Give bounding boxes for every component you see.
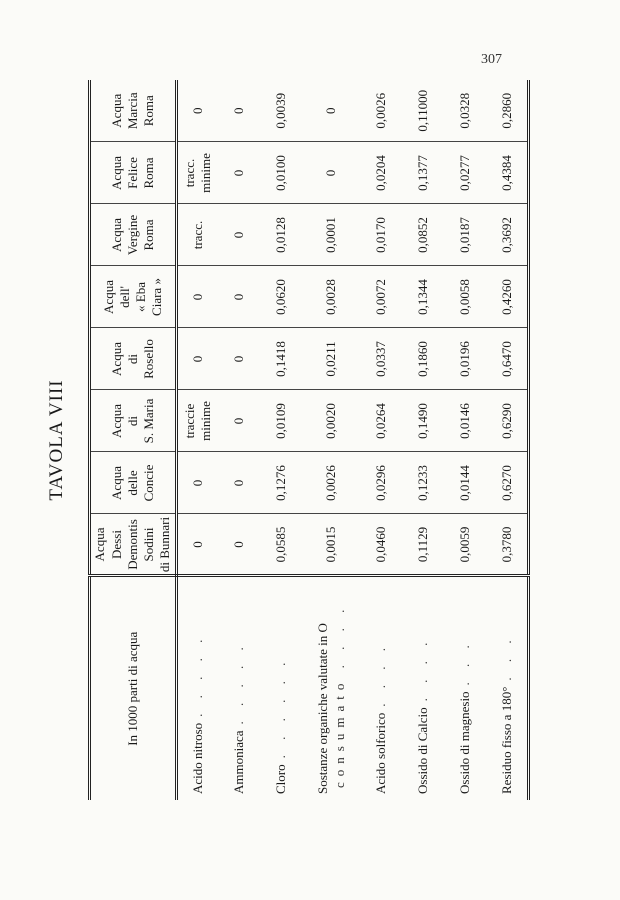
- column-header-line: Acqua: [108, 404, 124, 438]
- column-header-line: di Bunnari: [157, 516, 173, 573]
- cell-value: 0: [219, 390, 261, 452]
- column-header-line: « Eba Ciara »: [133, 278, 165, 316]
- table-body: [177, 80, 529, 800]
- column-header-line: di: [124, 415, 140, 427]
- cell-value: 0,4384: [487, 142, 529, 204]
- row-label-leader: . . .: [457, 639, 473, 686]
- row-label: [487, 576, 529, 800]
- column-header-line: Acqua: [108, 342, 124, 376]
- cell-value: 0,1344: [403, 266, 445, 328]
- cell-value: 0,0187: [445, 204, 487, 266]
- column-header-line: Rosello: [141, 339, 157, 379]
- column-header: [90, 452, 177, 514]
- cell-value: 0: [303, 80, 361, 142]
- row-label-leader: . . . . . .: [273, 656, 289, 759]
- cell-value: 0,0015: [303, 514, 361, 576]
- row-label-leader: . . . . .: [231, 641, 247, 725]
- cell-value: 0,1276: [261, 452, 303, 514]
- cell-value: 0,0072: [361, 266, 403, 328]
- cell-value: 0: [219, 204, 261, 266]
- cell-value: 0,0058: [445, 266, 487, 328]
- row-label-text: Sostanze organiche valutate in O: [315, 623, 331, 794]
- cell-value: 0,3692: [487, 204, 529, 266]
- column-header-line: Felice: [124, 157, 140, 189]
- row-label: [445, 576, 487, 800]
- row-label-text: Ammoniaca: [231, 730, 247, 794]
- header-row: [90, 80, 177, 800]
- column-header: [90, 204, 177, 266]
- cell-value: 0: [177, 80, 219, 142]
- table-row: [403, 80, 445, 800]
- row-label-leader: . . . .: [373, 642, 389, 707]
- row-label-text: Acido solforico: [373, 712, 389, 794]
- cell-value: 0,0109: [261, 390, 303, 452]
- column-header-line: Acqua: [92, 527, 108, 562]
- cell-value: 0,0100: [261, 142, 303, 204]
- cell-value: 0,0028: [303, 266, 361, 328]
- cell-value: 0,0277: [445, 142, 487, 204]
- cell-value: 0,6470: [487, 328, 529, 390]
- table-row: [487, 80, 529, 800]
- column-header: [90, 142, 177, 204]
- cell-value: 0,0026: [361, 80, 403, 142]
- table-title: TAVOLA VIII: [46, 379, 67, 501]
- cell-value: 0: [177, 328, 219, 390]
- cell-value: 0,1860: [403, 328, 445, 390]
- cell-value: 0,6270: [487, 452, 529, 514]
- cell-value: 0,0026: [303, 452, 361, 514]
- column-header-line: Dessi: [108, 530, 124, 559]
- column-header: [90, 390, 177, 452]
- column-header: [90, 80, 177, 142]
- cell-value: 0,0852: [403, 204, 445, 266]
- cell-value: 0: [219, 328, 261, 390]
- cell-value: 0,0039: [261, 80, 303, 142]
- table-row: [361, 80, 403, 800]
- cell-value: 0,0059: [445, 514, 487, 576]
- column-header-line: Acqua: [108, 156, 124, 190]
- water-analysis-table: [88, 80, 530, 800]
- cell-value: 0,0620: [261, 266, 303, 328]
- column-header: [90, 266, 177, 328]
- cell-value: tracc.: [177, 204, 219, 266]
- row-label-leader: consumato . . . .: [331, 603, 347, 788]
- table-row: [445, 80, 487, 800]
- column-header-line: Roma: [141, 219, 157, 251]
- page-number: 307: [481, 52, 502, 67]
- cell-value: 0,0328: [445, 80, 487, 142]
- cell-value: 0,0204: [361, 142, 403, 204]
- table-row: [219, 80, 261, 800]
- cell-value: 0,0001: [303, 204, 361, 266]
- cell-value: 0: [219, 452, 261, 514]
- row-header: In 1000 parti di acqua: [90, 576, 177, 800]
- cell-value: 0,4260: [487, 266, 529, 328]
- cell-value: 0,0196: [445, 328, 487, 390]
- row-label-leader: . . . . .: [190, 633, 206, 717]
- row-label: [303, 576, 361, 800]
- cell-value: 0: [219, 514, 261, 576]
- row-label-text: Ossido di magnesio: [457, 691, 473, 794]
- column-header-line: Demontis: [124, 519, 140, 570]
- cell-value: 0: [219, 142, 261, 204]
- cell-value: 0: [177, 452, 219, 514]
- cell-value: 0: [219, 266, 261, 328]
- cell-value: 0: [177, 266, 219, 328]
- cell-value: 0,0460: [361, 514, 403, 576]
- cell-value: 0,0264: [361, 390, 403, 452]
- rotated-table-block: [46, 80, 514, 800]
- cell-value: 0,0211: [303, 328, 361, 390]
- row-label-leader: . . .: [498, 634, 514, 681]
- row-label-text: Cloro: [273, 764, 289, 794]
- row-label: [177, 576, 219, 800]
- cell-value: 0,11000: [403, 80, 445, 142]
- cell-value: 0,0144: [445, 452, 487, 514]
- column-header-line: Acqua: [108, 93, 124, 128]
- row-label: [261, 576, 303, 800]
- cell-value: 0,3780: [487, 514, 529, 576]
- cell-value: traccie minime: [177, 390, 219, 452]
- column-header-line: Marcia: [124, 92, 140, 130]
- cell-value: 0,1418: [261, 328, 303, 390]
- cell-value: 0,0337: [361, 328, 403, 390]
- column-header-line: Sodini: [141, 527, 157, 562]
- cell-value: 0: [177, 514, 219, 576]
- column-header-line: dell': [116, 286, 132, 308]
- cell-value: 0,6290: [487, 390, 529, 452]
- row-label: [403, 576, 445, 800]
- cell-value: 0,0585: [261, 514, 303, 576]
- column-header-line: Roma: [141, 157, 157, 189]
- row-label: [219, 576, 261, 800]
- column-header-line: di: [124, 353, 140, 365]
- cell-value: 0,1233: [403, 452, 445, 514]
- cell-value: 0,0146: [445, 390, 487, 452]
- cell-value: 0,0020: [303, 390, 361, 452]
- cell-value: 0,0296: [361, 452, 403, 514]
- row-label: [361, 576, 403, 800]
- column-header-line: delle: [124, 470, 140, 496]
- cell-value: 0,1129: [403, 514, 445, 576]
- row-label-text: Acido nitroso: [190, 722, 206, 794]
- column-header-line: Roma: [141, 95, 157, 127]
- cell-value: 0: [219, 80, 261, 142]
- column-header-line: Acqua: [108, 466, 124, 500]
- column-header-line: Vergine: [124, 214, 140, 256]
- cell-value: 0,1377: [403, 142, 445, 204]
- table-row: [261, 80, 303, 800]
- column-header-line: S. Maria: [141, 398, 157, 444]
- column-header: [90, 514, 177, 576]
- row-label-text: Ossido di Calcio: [415, 707, 431, 794]
- cell-value: 0,0170: [361, 204, 403, 266]
- cell-value: 0,1490: [403, 390, 445, 452]
- table-row: [177, 80, 219, 800]
- column-header: [90, 328, 177, 390]
- table-row: [303, 80, 361, 800]
- cell-value: 0: [303, 142, 361, 204]
- cell-value: tracc. minime: [177, 142, 219, 204]
- column-header-line: Concie: [141, 464, 157, 502]
- row-label-leader: . . . .: [415, 636, 431, 702]
- column-header-line: Acqua: [108, 218, 124, 252]
- row-label-text: Residuo fisso a 180°: [498, 686, 514, 794]
- cell-value: 0,2860: [487, 80, 529, 142]
- cell-value: 0,0128: [261, 204, 303, 266]
- column-header-line: Acqua: [100, 280, 116, 314]
